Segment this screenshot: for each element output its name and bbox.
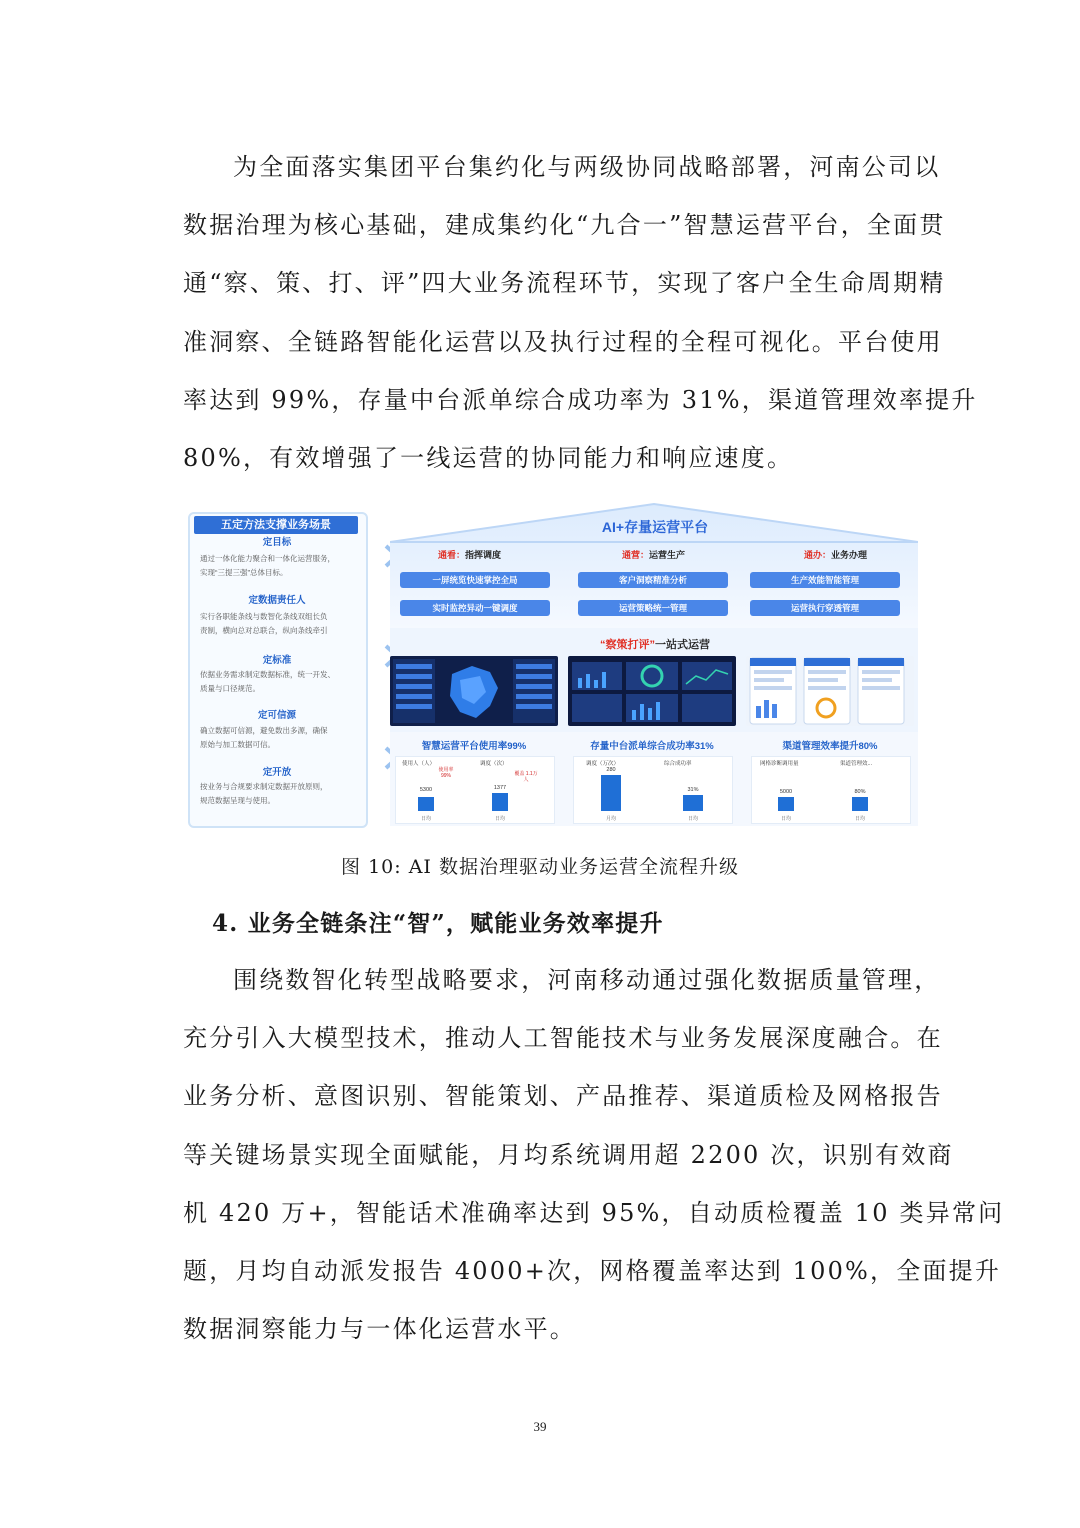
page-number: 39 — [533, 1419, 547, 1434]
paragraph-line: 充分引入大模型技术，推动人工智能技术与业务发展深度融合。在 — [183, 1024, 943, 1053]
capability-pill: 运营执行穿透管理 — [750, 600, 900, 616]
paragraph-line: 等关键场景实现全面赋能，月均系统调用超 2200 次，识别有效商 — [183, 1140, 954, 1169]
paragraph-1 — [183, 138, 978, 487]
paragraph-line: 机 420 万+，智能话术准确率达到 95%，自动质检覆盖 10 类异常问 — [183, 1198, 1005, 1227]
column-heading — [804, 548, 867, 561]
column-prefix: 通看： — [438, 550, 466, 560]
legend-item: 调度（万次） — [586, 761, 620, 767]
column-prefix: 通营： — [622, 550, 650, 560]
section-heading: 定目标 — [262, 537, 292, 548]
legend-item: 网格诊断调用量 — [760, 761, 799, 767]
bar — [601, 775, 621, 811]
middle-title-highlight: “察策打评” — [600, 639, 655, 651]
paragraph-line: 题，月均自动派发报告 4000+次，网格覆盖率达到 100%，全面提升 — [183, 1256, 1002, 1285]
paragraph-2 — [183, 951, 1005, 1358]
x-tick-label: 月均 — [605, 816, 616, 822]
column-heading — [438, 548, 501, 561]
x-tick-label: 日均 — [854, 816, 865, 822]
panel-title: 五定方法支撑业务场景 — [194, 516, 358, 534]
section-line: 按业务与合规要求制定数据开放原则， — [200, 782, 328, 791]
column-label: 业务办理 — [831, 550, 868, 560]
middle-title-rest: 一站式运营 — [655, 639, 710, 651]
bar — [492, 793, 508, 811]
mini-bar-chart — [573, 756, 733, 824]
legend-item: 渠道管理效... — [840, 761, 873, 767]
capability-pill: 生产效能智能管理 — [750, 572, 900, 588]
paragraph-line: 80%，有效增强了一线运营的协同能力和响应速度。 — [183, 443, 794, 472]
bar-value: 31% — [687, 787, 699, 793]
column-label: 指挥调度 — [465, 550, 502, 560]
dashboard-screenshot-ops — [568, 656, 736, 726]
metric-title: 存量中台派单综合成功率31% — [590, 741, 714, 752]
section-heading: 定可信源 — [257, 710, 296, 721]
paragraph-line: 通“察、策、打、评”四大业务流程环节，实现了客户全生命周期精 — [183, 269, 946, 298]
legend-item: 使用人（人） — [402, 761, 436, 767]
section-heading: 4. 业务全链条注“智”，赋能业务效率提升 — [212, 910, 664, 937]
x-tick-label: 日均 — [420, 816, 431, 822]
section-line: 确立数据可信源，避免数出多源，确保 — [200, 726, 328, 735]
section-heading: 定数据责任人 — [248, 595, 306, 606]
metric-title: 智慧运营平台使用率99% — [421, 741, 527, 752]
figure-caption: 图 10: AI 数据治理驱动业务运营全流程升级 — [341, 856, 739, 878]
section-text — [200, 552, 358, 580]
section-line: 实现“三提三强”总体目标。 — [200, 568, 288, 577]
section-line: 依据业务需求制定数据标准，统一开发、 — [200, 670, 335, 679]
bar-value: 1377 — [493, 785, 507, 791]
dashboard-screenshot-map — [390, 656, 558, 726]
paragraph-line: 围绕数智化转型战略要求，河南移动通过强化数据质量管理， — [233, 966, 941, 994]
paragraph-line: 业务分析、意图识别、智能策划、产品推荐、渠道质检及网格报告 — [183, 1082, 943, 1111]
metric-title: 渠道管理效率提升80% — [782, 741, 878, 752]
section-line: 实行各职能条线与数智化条线双组长负 — [200, 612, 328, 621]
x-tick-label: 日均 — [494, 816, 505, 822]
dashboard-screenshot-mobile — [746, 656, 914, 726]
section-text — [200, 724, 358, 752]
section-heading: 定开放 — [262, 767, 292, 778]
capability-pill: 运营策略统一管理 — [578, 600, 728, 616]
x-tick-label: 日均 — [780, 816, 791, 822]
figure-ai-data-governance — [172, 500, 924, 830]
paragraph-line: 率达到 99%，存量中台派单综合成功率为 31%，渠道管理效率提升 — [183, 385, 978, 414]
paragraph-line: 准洞察、全链路智能化运营以及执行过程的全程可视化。平台使用 — [183, 327, 943, 356]
section-text — [200, 780, 358, 808]
section-line: 质量与口径规范。 — [200, 684, 260, 693]
mini-bar-chart — [751, 756, 911, 824]
column-prefix: 通办： — [804, 550, 832, 560]
capability-pill: 客户洞察精准分析 — [578, 572, 728, 588]
bar-value: 280 — [606, 767, 616, 773]
capability-pill: 一屏统览快速掌控全局 — [400, 572, 550, 588]
section-text — [200, 610, 358, 638]
x-tick-label: 日均 — [687, 816, 698, 822]
column-label: 运营生产 — [649, 550, 686, 560]
bar-note: 使用率 99% — [438, 767, 454, 779]
paragraph-line: 数据治理为核心基础，建成集约化“九合一”智慧运营平台，全面贯 — [183, 211, 946, 240]
bar — [852, 797, 868, 811]
column-heading — [622, 548, 685, 561]
section-text — [200, 668, 358, 696]
mini-bar-chart — [395, 756, 555, 824]
bar-value: 5000 — [779, 789, 793, 795]
bar-value: 80% — [854, 789, 866, 795]
section-line: 责制，横向总对总联合，纵向条线牵引 — [200, 626, 328, 635]
bar — [418, 797, 434, 811]
legend-item: 调度（次） — [480, 761, 508, 767]
bar — [778, 797, 794, 811]
section-line: 通过一体化能力聚合和一体化运营服务， — [200, 554, 335, 563]
legend-item: 综合成功率 — [664, 761, 692, 767]
paragraph-line: 数据洞察能力与一体化运营水平。 — [183, 1315, 576, 1344]
ai-platform — [390, 502, 918, 826]
section-heading: 定标准 — [262, 655, 292, 666]
middle-title — [570, 636, 740, 652]
section-line: 规范数据呈现与使用。 — [200, 796, 275, 805]
bar-note: 覆盖 1.1万人 — [514, 771, 538, 783]
section-line: 原始与加工数据可信。 — [200, 740, 275, 749]
bar-value: 5300 — [419, 787, 433, 793]
capability-pill: 实时监控异动一键调度 — [400, 600, 550, 616]
paragraph-line: 为全面落实集团平台集约化与两级协同战略部署，河南公司以 — [233, 153, 941, 181]
platform-title: AI+存量运营平台 — [601, 519, 709, 535]
five-methods-panel — [188, 512, 368, 828]
bar — [683, 795, 703, 811]
